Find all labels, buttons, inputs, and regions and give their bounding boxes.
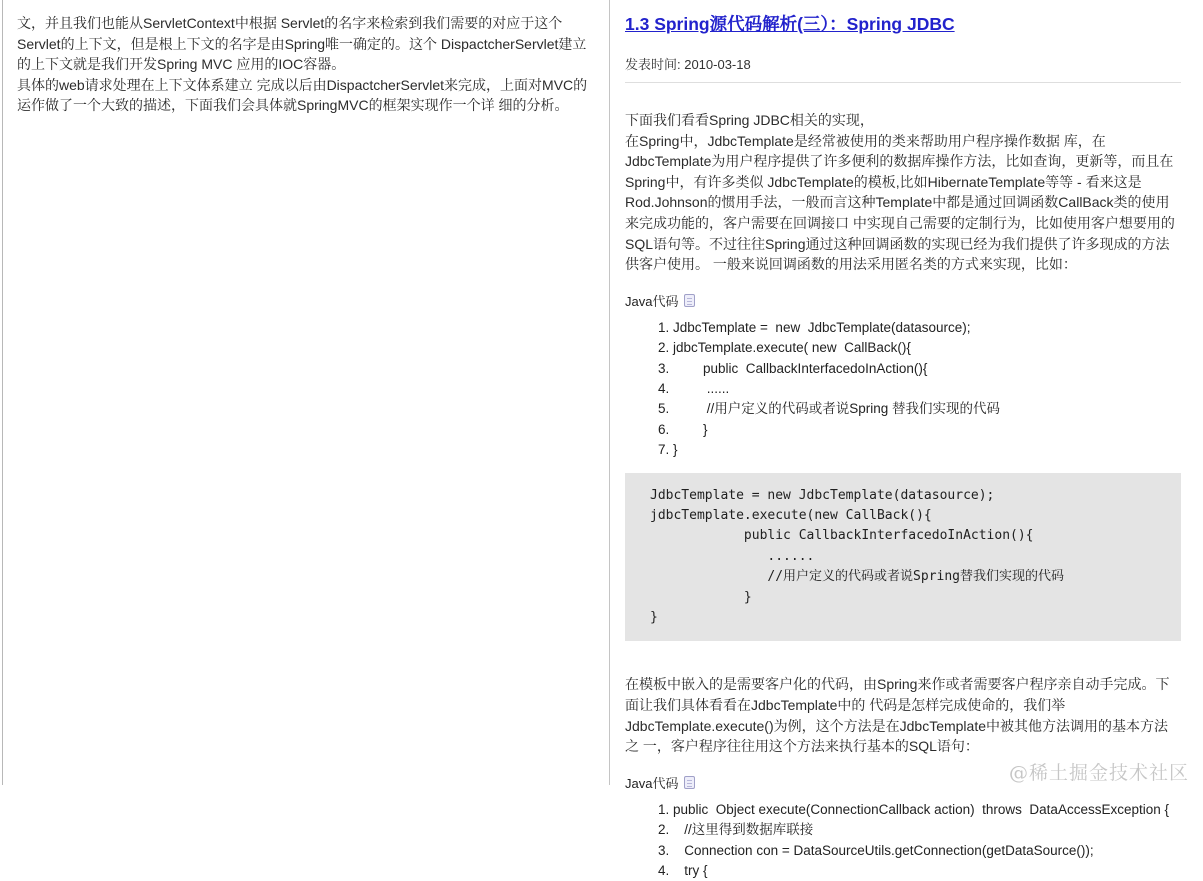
- code-list-line: 1. public Object execute(ConnectionCallback action) throws DataAccessException {: [673, 800, 1181, 820]
- column-divider: [609, 0, 610, 785]
- left-page-column: [17, 13, 594, 116]
- code-block-line: JdbcTemplate = new JdbcTemplate(datasource);: [650, 487, 995, 503]
- java-code-label-1: [625, 291, 1181, 310]
- code-block-line: }: [650, 610, 658, 626]
- code-list-line: 6. }: [673, 420, 1181, 440]
- site-watermark: @稀土掘金技术社区: [1008, 762, 1189, 784]
- code-list-line: 2. //这里得到数据库联接: [673, 820, 1181, 840]
- code-block-line: public CallbackInterfacedoInAction(){: [650, 528, 1034, 544]
- left-paragraph-1: 文，并且我们也能从ServletContext中根据 Servlet的名字来检索到我们需要的对应于这个Servlet的上下文，但是根上下文的名字是由Spring唯一确定的。这个 DispactcherServlet建立的上下文就是我们开发Spring MVC 应用的IOC容器。: [17, 15, 587, 73]
- publish-date: 发表时间: 2010-03-18: [625, 57, 751, 72]
- code-block-line: ......: [650, 548, 815, 564]
- code-list-line: 2. jdbcTemplate.execute( new CallBack(){: [673, 338, 1181, 358]
- code-list-1: [625, 318, 1181, 461]
- intro-paragraph: [625, 110, 1181, 275]
- mid-paragraph: 在模板中嵌入的是需要客户化的代码，由Spring来作或者需要客户程序亲自动手完成。下面让我们具体看看在JdbcTemplate中的 代码是怎样完成使命的，我们举JdbcTemplate.execute()为例，这个方法是在JdbcTemplate中被其他方法调用的基本方法之 一，客户程序往往用这个方法来执行基本的SQL语句：: [625, 676, 1170, 755]
- code-list-line: 7. }: [673, 440, 1181, 460]
- code-block: [625, 473, 1181, 642]
- code-list-line: 3. public CallbackInterfacedoInAction(){: [673, 359, 1181, 379]
- copy-code-icon[interactable]: [684, 776, 695, 789]
- code-block-line: //用户定义的代码或者说Spring替我们实现的代码: [650, 569, 1065, 585]
- intro-line-2: 在Spring中，JdbcTemplate是经常被使用的类来帮助用户程序操作数据 库，在JdbcTemplate为用户程序提供了许多便利的数据库操作方法，比如查询，更新等，而且在Spring中，有许多类似 JdbcTemplate的模板,比如HibernateTemplate等等 - 看来这是Rod.Johnson的惯用手法，一般而言这种Template中都是通过回调函数CallBack类的使用来完成功能的，客户需要在回调接口 中实现自己需要的定制行为，比如使用客户想要用的SQL语句等。不过往往Spring通过这种回调函数的实现已经为我们提供了许多现成的方法供客户使用。 一般来说回调函数的用法采用匿名类的方式来实现，比如：: [625, 132, 1175, 273]
- article-title-link[interactable]: 1.3 Spring源代码解析(三）：Spring JDBC: [625, 14, 955, 34]
- java-code-label-text: Java代码: [625, 293, 679, 309]
- article-column: [625, 0, 1181, 881]
- code-list-line: 3. Connection con = DataSourceUtils.getConnection(getDataSource());: [673, 841, 1181, 861]
- java-code-label-text: Java代码: [625, 775, 679, 791]
- page-left-border: [2, 0, 3, 785]
- code-list-line: 4. try {: [673, 861, 1181, 881]
- copy-code-icon[interactable]: [684, 294, 695, 307]
- code-list-line: 4. ......: [673, 379, 1181, 399]
- code-block-line: jdbcTemplate.execute(new CallBack(){: [650, 508, 932, 523]
- left-paragraph-2: 具体的web请求处理在上下文体系建立 完成以后由DispactcherServlet来完成，上面对MVC的运作做了一个大致的描述，下面我们会具体就SpringMVC的框架实现作一个详 细的分析。: [17, 76, 588, 114]
- code-list-line: 5. //用户定义的代码或者说Spring 替我们实现的代码: [673, 399, 1181, 419]
- date-divider: [625, 82, 1181, 83]
- code-list-2: [625, 800, 1181, 881]
- code-list-line: 1. JdbcTemplate = new JdbcTemplate(datasource);: [673, 318, 1181, 338]
- article-title: [625, 13, 1181, 35]
- code-block-line: }: [650, 589, 752, 605]
- intro-line-1: 下面我们看看Spring JDBC相关的实现，: [625, 112, 874, 128]
